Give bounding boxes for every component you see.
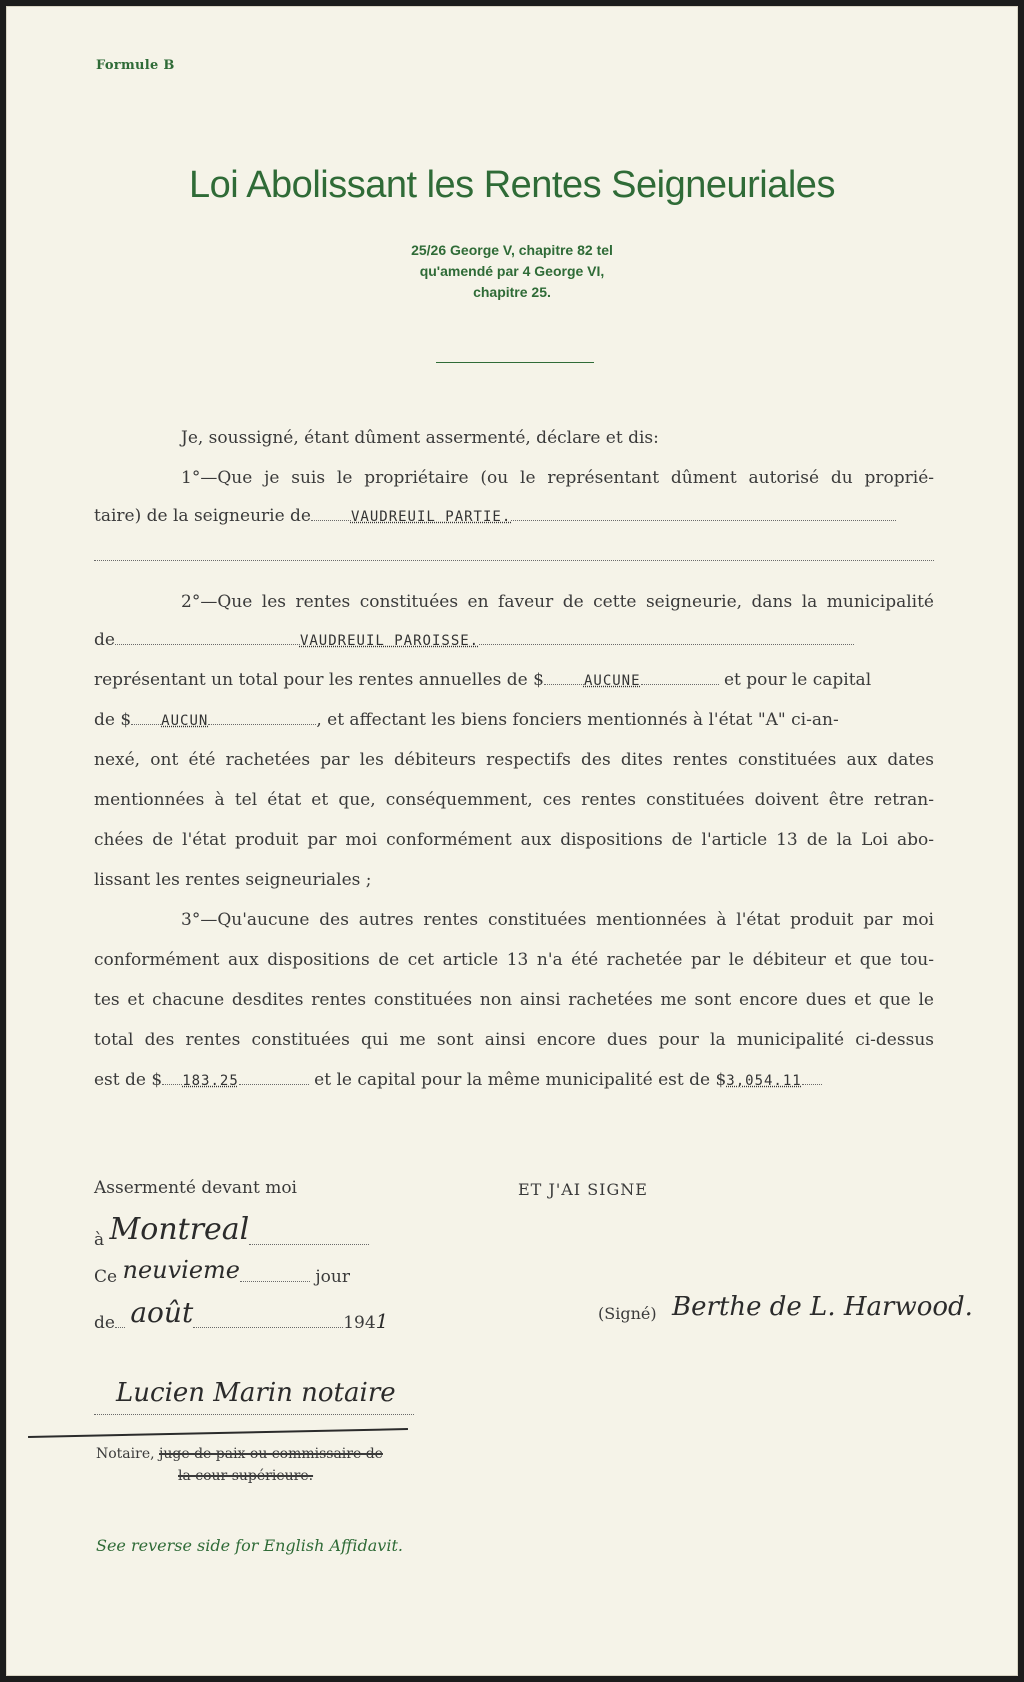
paragraph-1-line-3 bbox=[94, 536, 934, 576]
paragraph-2-line-8: lissant les rentes seigneuriales ; bbox=[94, 870, 372, 890]
struck-title-line-2: la cour supérieure. bbox=[178, 1468, 314, 1484]
place-prefix: à bbox=[94, 1230, 105, 1250]
rentes-suffix: et pour le capital bbox=[723, 670, 872, 690]
intro-line: Je, soussigné, étant dûment assermenté, déclare et dis: bbox=[181, 428, 659, 448]
statute-line-3: chapitre 25. bbox=[473, 284, 551, 300]
day-prefix: Ce bbox=[94, 1267, 118, 1287]
capital-value: AUCUN bbox=[161, 713, 209, 729]
day-line bbox=[94, 1256, 350, 1288]
paragraph-1-line-1: 1°—Que je suis le propriétaire (ou le représentant dûment autorisé du proprié- bbox=[181, 468, 934, 488]
paragraph-2-line-2 bbox=[94, 620, 934, 661]
rentes-annuelles-value: AUCUNE bbox=[583, 673, 641, 689]
place-handwritten: Montreal bbox=[109, 1212, 250, 1247]
paragraph-2-line-7: chées de l'état produit par moi conformément aux dispositions de l'article 13 de la Loi abo- bbox=[94, 830, 934, 850]
place-line bbox=[94, 1212, 369, 1253]
year-prefix: 194 bbox=[343, 1313, 376, 1333]
month-prefix: de bbox=[94, 1313, 115, 1333]
sworn-before-label: Assermenté devant moi bbox=[94, 1178, 297, 1198]
seigneurie-name: VAUDREUIL PARTIE. bbox=[350, 509, 512, 525]
declarant-signature: Berthe de L. Harwood. bbox=[672, 1292, 973, 1322]
municipalite-name: VAUDREUIL PAROISSE. bbox=[299, 633, 480, 649]
document-page bbox=[6, 6, 1018, 1676]
month-line bbox=[94, 1296, 389, 1335]
statute-line-2: qu'amendé par 4 George VI, bbox=[419, 263, 605, 279]
title-divider bbox=[436, 362, 594, 363]
signed-label: (Signé) bbox=[598, 1304, 657, 1323]
paragraph-3-line-4: total des rentes constituées qui me sont ainsi encore dues pour la municipalité ci-dessus bbox=[94, 1030, 934, 1050]
paragraph-3-line-1: 3°—Qu'aucune des autres rentes constituées mentionnées à l'état produit par moi bbox=[181, 910, 934, 930]
month-handwritten: août bbox=[130, 1296, 194, 1329]
paragraph-3-line-2: conformément aux dispositions de cet article 13 n'a été rachetée par le débiteur et que tou- bbox=[94, 950, 934, 970]
paragraph-2-line-4 bbox=[94, 700, 934, 741]
struck-title-line-1: juge de paix ou commissaire de bbox=[159, 1446, 383, 1462]
notary-strike-stroke bbox=[28, 1428, 408, 1438]
notary-signature: Lucien Marin notaire bbox=[116, 1378, 396, 1408]
total-prefix: est de $ bbox=[94, 1070, 163, 1090]
rentes-prefix: représentant un total pour les rentes annuelles de $ bbox=[94, 670, 544, 690]
paragraph-3-line-3: tes et chacune desdites rentes constituées non ainsi rachetées me sont encore dues et que le bbox=[94, 990, 934, 1010]
capital-total-value: 3,054.11 bbox=[726, 1073, 802, 1089]
capital-prefix: de $ bbox=[94, 710, 132, 730]
notary-label: Notaire, bbox=[96, 1446, 155, 1462]
day-suffix: jour bbox=[315, 1267, 350, 1287]
form-label: Formule B bbox=[96, 58, 175, 73]
year-digit-handwritten: 1 bbox=[375, 1309, 389, 1333]
capital-total-prefix: et le capital pour la même municipalité est de $ bbox=[314, 1070, 727, 1090]
notary-title-line-1 bbox=[96, 1446, 383, 1462]
capital-suffix: , et affectant les biens fonciers mentionnés à l'état "A" ci-an- bbox=[316, 710, 839, 730]
total-rentes-value: 183.25 bbox=[182, 1073, 239, 1089]
paragraph-2-line-1: 2°—Que les rentes constituées en faveur de cette seigneurie, dans la municipalité bbox=[181, 592, 934, 612]
paragraph-1-line-2 bbox=[94, 496, 934, 537]
seigneurie-prefix: taire) de la seigneurie de bbox=[94, 506, 311, 526]
paragraph-3-line-5 bbox=[94, 1060, 934, 1101]
et-jai-signe-label: ET J'AI SIGNE bbox=[518, 1180, 648, 1199]
paragraph-2-line-3 bbox=[94, 660, 934, 701]
english-affidavit-note: See reverse side for English Affidavit. bbox=[96, 1536, 403, 1555]
statute-reference bbox=[6, 240, 1018, 303]
municipalite-prefix: de bbox=[94, 630, 115, 650]
paragraph-2-line-6: mentionnées à tel état et que, conséquemment, ces rentes constituées doivent être retran- bbox=[94, 790, 934, 810]
day-handwritten: neuvieme bbox=[122, 1256, 240, 1284]
paragraph-2-line-5: nexé, ont été rachetées par les débiteurs respectifs des dites rentes constituées aux dates bbox=[94, 750, 934, 770]
document-title: Loi Abolissant les Rentes Seigneuriales bbox=[189, 164, 835, 206]
statute-line-1: 25/26 George V, chapitre 82 tel bbox=[411, 242, 613, 258]
notary-signature-line bbox=[94, 1414, 414, 1415]
